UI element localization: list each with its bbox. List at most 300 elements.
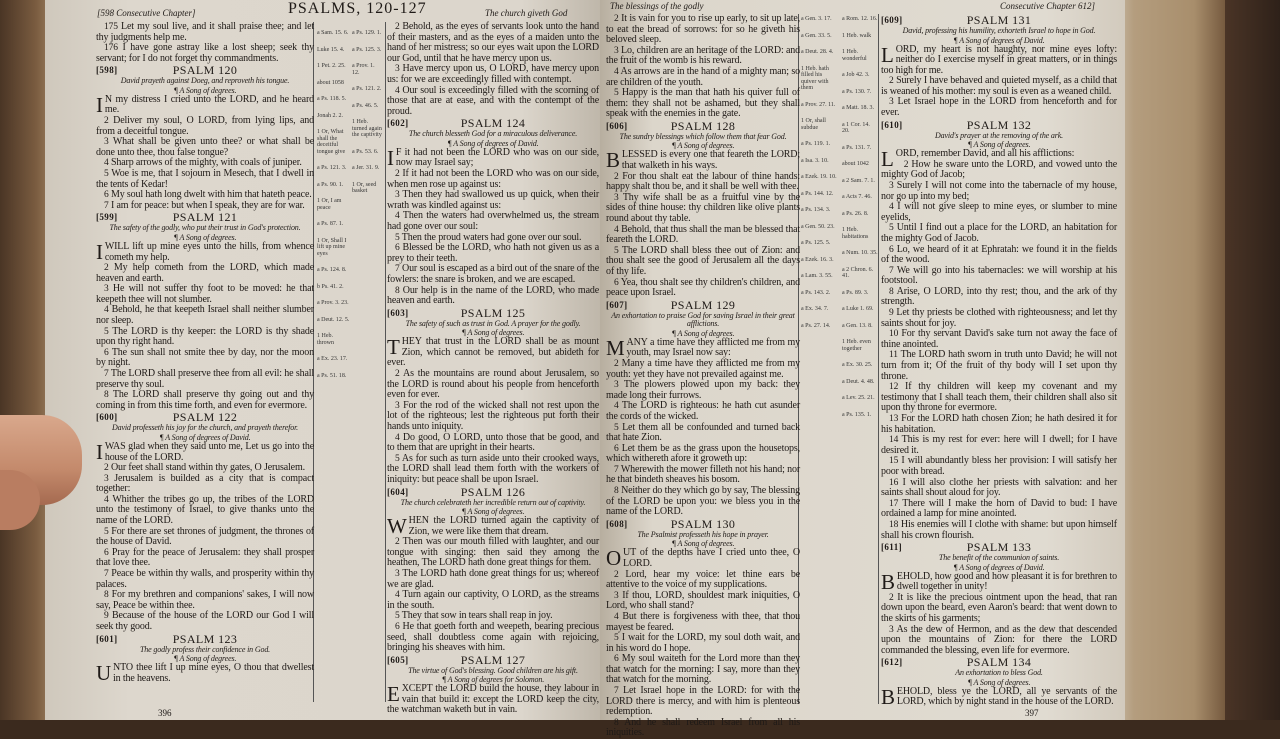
verse-number: 6	[614, 654, 619, 665]
verse	[606, 380, 800, 401]
verse-number: 5	[395, 232, 400, 243]
verse-text: The plowers plowed upon my back: they made long their furrows.	[606, 379, 801, 401]
consecutive-chapter-number: [601]	[96, 633, 118, 644]
verse-number: 5	[614, 88, 619, 99]
verse-number: 6	[889, 244, 894, 255]
margin-references-right-inner	[842, 16, 878, 702]
verse-number: 2	[614, 14, 619, 24]
verse	[96, 569, 314, 590]
verse-text: XCEPT the LORD build the house, they labour in vain that build it: except the LORD keep the city, the watchman waketh but in vain.	[387, 683, 599, 716]
margin-reference: a Gen. 13. 8.	[842, 322, 873, 329]
verse-text: Jerusalem is builded as a city that is compact together:	[96, 472, 314, 495]
verse-text: If thy children will keep my covenant and my testimony that I shall teach them, their children shall also sit upon thy throne for evermore.	[881, 381, 1118, 414]
verse	[606, 172, 800, 193]
verse-text: F it had not been the LORD who was on our side, now may Israel say;	[395, 146, 599, 169]
verse-text: I will also clothe her priests with salvation: and her saints shall shout aloud for joy.	[881, 476, 1117, 499]
verse-number: 2	[903, 159, 909, 170]
verse-text: As arrows are in the hand of a mighty man; so are children of the youth.	[606, 65, 800, 88]
verse-text: Then the waters had overwhelmed us, the stream had gone over our soul:	[387, 210, 599, 232]
verse-text: What shall be given unto thee? or what shall be done unto thee, thou false tongue?	[96, 136, 314, 158]
verse-text: Whither the tribes go up, the tribes of the LORD unto the testimony of Israel, to give thanks unto the name of the LORD.	[96, 493, 315, 527]
verse-number: 3	[889, 97, 894, 108]
verse-number: 14	[889, 435, 899, 446]
page-edges-right	[1110, 0, 1230, 720]
verse-number: 4	[614, 224, 619, 235]
verse	[387, 64, 599, 85]
margin-reference: a Ps. 46. 5.	[352, 102, 379, 109]
verse-number: 3	[395, 400, 400, 411]
verse	[881, 569, 1117, 594]
drop-capital: I	[96, 439, 103, 464]
psalm-superscription: ¶ A Song of degrees.	[967, 677, 1031, 687]
margin-reference: a Acts 7. 46.	[842, 194, 872, 200]
psalm-title: PSALM 123	[172, 631, 238, 646]
verse-number: 2	[395, 22, 400, 32]
verse	[606, 570, 800, 591]
verse	[606, 718, 800, 739]
psalm-superscription: ¶ A Song of degrees.	[967, 140, 1031, 150]
margin-reference: a Job 42. 3.	[842, 72, 870, 78]
verse	[96, 369, 314, 390]
margin-references-right	[801, 16, 837, 702]
verse	[606, 654, 800, 686]
consecutive-chapter-number: [611]	[881, 542, 902, 553]
verse-text: My help cometh from the LORD, which made heaven and earth.	[96, 262, 314, 284]
verse-text: ORD, remember David, and all his afflictions:	[895, 148, 1075, 160]
verse-text: How he sware unto the LORD, and vowed unto the mighty God of Jacob;	[881, 158, 1117, 181]
psalm-summary: The Psalmist professeth his hope in prayer.	[637, 529, 769, 539]
verse	[881, 456, 1117, 477]
verse	[96, 137, 314, 158]
verse	[96, 116, 314, 137]
margin-reference: a Ps. 87. 1.	[317, 221, 344, 227]
verse-text: Deliver my soul, O LORD, from lying lips, and from a deceitful tongue.	[96, 115, 314, 137]
margin-reference: a Prov. 3. 23.	[317, 300, 349, 306]
verse-number: 6	[104, 347, 109, 358]
verse	[96, 305, 314, 326]
verse	[387, 86, 599, 118]
right-running-head: The blessings of the godly	[610, 1, 704, 11]
margin-reference: a Isa. 3. 10.	[801, 157, 829, 164]
verse-text: Peace be within thy walls, and prosperity within thy palaces.	[96, 568, 314, 590]
margin-reference: a Ps. 143. 2.	[801, 289, 831, 296]
margin-reference: 1 Or, seed basket	[352, 181, 377, 194]
margin-reference: about 1042	[842, 161, 869, 167]
psalm-summary: The virtue of God's blessing. Good children are his gift.	[408, 665, 578, 675]
margin-reference: a Ps. 125. 3.	[352, 46, 382, 53]
verse-text: Behold, as the eyes of servants look unto the hand of their masters, and as the eyes of a maiden unto the hand of her mistress; so our eyes wait upon the LORD our God, until that he have mercy upon us.	[387, 21, 600, 64]
verse-text: For thou shalt eat the labour of thine hands: happy shalt thou be, and it shall be well with thee.	[606, 170, 800, 193]
margin-reference: 1 Heb. walk	[842, 32, 872, 39]
margin-reference: a Ex. 34. 7.	[801, 306, 829, 312]
verse	[881, 382, 1117, 414]
psalm-title: PSALM 126	[460, 484, 526, 499]
verse-text: He that goeth forth and weepeth, bearing precious seed, shall doubtless come again with rejoicing, bringing his sheaves with him.	[387, 621, 600, 654]
margin-reference: a Ps. 121. 3.	[317, 165, 347, 171]
verse	[881, 593, 1117, 625]
verse	[881, 414, 1117, 435]
psalm-heading	[606, 518, 800, 531]
verse	[96, 495, 314, 527]
psalm-heading	[881, 14, 1117, 27]
margin-reference: a Ps. 125. 5.	[801, 240, 831, 246]
verse-text: Behold, he that keepeth Israel shall neither slumber nor sleep.	[96, 304, 314, 327]
margin-reference: b Ps. 41. 2.	[317, 283, 344, 290]
verse-text: The LORD shall preserve thy going out and thy coming in from this time forth, and even for evermore.	[96, 389, 315, 411]
margin-reference: a Ezek. 16. 3.	[801, 256, 834, 263]
verse	[606, 486, 800, 518]
verse	[96, 327, 314, 348]
drop-capital: B	[606, 148, 620, 173]
verse	[387, 211, 599, 232]
margin-reference: a Gen. 3. 17.	[801, 16, 832, 22]
verse-text: The LORD hath sworn in truth unto David; he will not turn from it; Of the fruit of thy body will I set upon thy throne.	[881, 349, 1117, 382]
verse-number: 3	[889, 180, 894, 191]
psalm-title: PSALM 129	[670, 297, 736, 312]
verse-number: 3	[395, 64, 400, 75]
verse-text: ANY a time have they afflicted me from my youth, may Israel now say:	[626, 336, 800, 359]
psalm-superscription: ¶ A Song of degrees.	[671, 328, 735, 338]
verse-text: My soul hath long dwelt with him that hateth peace.	[110, 189, 312, 201]
verse-number: 4	[395, 211, 400, 222]
verse-text: The LORD shall preserve thee from all evil: he shall preserve thy soul.	[96, 368, 314, 390]
psalm-heading	[96, 64, 314, 77]
text-column-3	[606, 13, 801, 739]
verse-number: 8	[104, 390, 109, 401]
verse-number: 12	[889, 382, 899, 393]
psalm-title: PSALM 131	[966, 13, 1032, 27]
margin-reference: a Ps. 144. 12.	[801, 190, 834, 197]
verse-text: Happy is the man that hath his quiver full of them: they shall not be ashamed, but they shall speak with the enemies in the gate.	[606, 87, 800, 120]
psalm-superscription: ¶ A Song of degrees for Solomon.	[441, 675, 545, 685]
margin-reference: 1 Or, Shall I lift up mine eyes	[317, 237, 347, 257]
verse-number: 4	[104, 494, 109, 505]
psalm-superscription: ¶ A Song of degrees.	[671, 141, 735, 151]
margin-reference: a Ps. 119. 1.	[801, 141, 831, 147]
verse-number: 2	[104, 263, 109, 274]
consecutive-chapter-number: [600]	[96, 412, 118, 423]
drop-capital: L	[881, 42, 894, 67]
verse-text: EHOLD, how good and how pleasant it is for brethren to dwell together in unity!	[896, 570, 1117, 593]
verse-number: 8	[104, 590, 109, 601]
verse-text: My soul waiteth for the Lord more than they that watch for the morning: I say, more than they that watch for the morning.	[606, 653, 800, 686]
drop-capital: M	[606, 335, 625, 360]
verse	[387, 433, 599, 454]
verse-number: 3	[395, 190, 400, 201]
psalm-summary: The benefit of the communion of saints.	[938, 553, 1060, 563]
verse-text: I have gone astray like a lost sheep; seek thy servant; for I do not forget thy commandments.	[96, 42, 314, 64]
psalm-title: PSALM 122	[172, 410, 238, 425]
psalm-superscription: ¶ A Song of degrees of David.	[159, 432, 251, 442]
verse	[96, 22, 314, 43]
psalm-superscription: ¶ A Song of degrees.	[173, 232, 237, 242]
verse-number: 10	[889, 329, 899, 340]
verse	[96, 548, 314, 569]
psalm-summary: The safety of the godly, who put their trust in God's protection.	[109, 223, 301, 233]
verse-number: 3	[614, 380, 619, 391]
verse-text: Woe is me, that I sojourn in Mesech, that I dwell in the tents of Kedar!	[96, 168, 315, 190]
verse-number: 5	[395, 611, 400, 622]
verse	[606, 335, 800, 360]
psalm-summary: David professeth his joy for the church, and prayeth therefor.	[111, 423, 298, 433]
psalm-title: PSALM 127	[460, 652, 526, 667]
margin-references-left	[317, 30, 350, 700]
psalm-summary: The church blesseth God for a miraculous deliverance.	[408, 129, 578, 139]
verse-text: Many a time have they afflicted me from my youth: yet they have not prevailed against me.	[606, 357, 800, 380]
verse-number: 18	[889, 519, 899, 530]
verse-number: 2	[889, 592, 894, 603]
margin-reference: a 2 Sam. 7. 1.	[842, 177, 875, 184]
margin-reference: a Deut. 12. 5.	[317, 316, 350, 323]
margin-reference: a Ps. 90. 1.	[317, 181, 344, 188]
left-chapter-label: [598 Consecutive Chapter]	[97, 8, 196, 18]
verse-text: We will go into his tabernacles: we will worship at his footstool.	[881, 264, 1117, 287]
psalm-title: PSALM 128	[670, 118, 736, 133]
verse	[96, 611, 314, 632]
psalm-title: PSALM 130	[670, 516, 736, 531]
verse-number: 2	[395, 369, 400, 380]
verse	[96, 239, 314, 264]
verse-text: The LORD shall bless thee out of Zion: and thou shalt see the good of Jerusalem all the days of thy life.	[606, 244, 800, 277]
psalm-superscription: ¶ A Song of degrees.	[461, 328, 525, 338]
right-page-number: 397	[1025, 708, 1039, 718]
verse-text: Do good, O LORD, unto those that be good, and to them that are upright in their hearts.	[387, 431, 599, 454]
verse-number: 7	[395, 264, 400, 275]
verse-number: 3	[104, 137, 109, 148]
margin-reference: a Lam. 3. 55.	[801, 273, 833, 279]
psalm-summary: An exhortation to praise God for saving Israel in their great afflictions.	[611, 310, 795, 329]
verse	[387, 243, 599, 264]
column-rule	[878, 14, 879, 704]
verse-text: ORD, my heart is not haughty, nor mine eyes lofty: neither do I exercise myself in great matters, or in things too high for me.	[881, 43, 1117, 76]
verse-text: If it had not been the LORD who was on our side, when men rose up against us:	[387, 168, 599, 190]
verse	[606, 465, 800, 486]
page-title: PSALMS, 120-127	[288, 0, 427, 17]
margin-reference: 1 Heb. turned again the captivity	[352, 119, 382, 138]
psalm-superscription: ¶ A Song of degrees of David.	[953, 562, 1045, 572]
margin-reference: a Ps. 27. 14.	[801, 322, 831, 329]
verse-text: HEY that trust in the LORD shall be as mount Zion, which cannot be removed, but abideth for ever.	[387, 336, 599, 369]
verse-number: 16	[889, 477, 899, 488]
verse	[96, 590, 314, 611]
verse-text: HEN the LORD turned again the captivity of Zion, we were like them that dream.	[408, 515, 599, 537]
psalm-summary: The sundry blessings which follow them that fear God.	[619, 131, 787, 141]
verse-text: There will I make the horn of David to bud: I have ordained a lamp for mine anointed.	[881, 497, 1118, 520]
margin-reference: a Ps. 118. 5.	[317, 96, 347, 102]
verse-text: The sun shall not smite thee by day, nor the moon by night.	[96, 346, 314, 369]
psalm-heading	[881, 541, 1117, 554]
psalm-title: PSALM 133	[966, 540, 1032, 555]
verse-text: UT of the depths have I cried unto thee, O LORD.	[623, 547, 800, 569]
margin-reference: about 1058	[317, 79, 344, 86]
verse-text: For there are set thrones of judgment, the thrones of the house of David.	[96, 525, 314, 548]
verse	[96, 439, 314, 464]
margin-reference: a Luke 1. 69.	[842, 306, 874, 312]
verse	[881, 160, 1117, 181]
drop-capital: U	[96, 661, 112, 686]
psalm-title: PSALM 121	[172, 210, 238, 225]
verse-number: 7	[889, 265, 894, 276]
psalm-title: PSALM 125	[460, 305, 526, 320]
verse	[881, 181, 1117, 202]
verse	[387, 22, 599, 64]
verse	[881, 266, 1117, 287]
margin-reference: a 1 Cor. 14. 20.	[842, 121, 870, 134]
verse-number: 2	[889, 76, 894, 87]
verse-text: As for such as turn aside unto their crooked ways, the LORD shall lead them forth with the workers of iniquity: but peace shall be upon Israel.	[387, 452, 599, 485]
verse-number: 4	[104, 305, 109, 316]
psalm-summary: David, professing his humility, exhorteth Israel to hope in God.	[902, 26, 1096, 35]
verse-text: And he shall redeem Israel from all his iniquities.	[606, 716, 800, 739]
verse-text: I wait for the LORD, my soul doth wait, and in his word do I hope.	[606, 632, 801, 654]
margin-reference: a Prov. 27. 11.	[801, 101, 836, 108]
consecutive-chapter-number: [605]	[387, 654, 409, 665]
margin-reference: a 2 Chron. 6. 41.	[842, 266, 874, 279]
verse	[387, 337, 599, 369]
verse	[606, 633, 800, 654]
psalm-summary: David prayeth against Doeg, and reproveth his tongue.	[120, 76, 290, 86]
verse-number: 3	[614, 45, 619, 56]
margin-reference: Jonah 2. 2.	[317, 112, 343, 119]
verse-text: Let my soul live, and it shall praise thee; and let thy judgments help me.	[96, 21, 314, 43]
psalm-heading	[387, 654, 599, 667]
psalm-heading	[96, 211, 314, 224]
verse-text: Lo, children are an heritage of the LORD: and the fruit of the womb is his reward.	[606, 44, 800, 67]
verse-number: 4	[889, 202, 894, 213]
verse-number: 5	[104, 326, 109, 337]
verse-number: 3	[104, 473, 109, 484]
drop-capital: B	[881, 684, 895, 709]
verse	[387, 537, 599, 569]
verse	[387, 622, 599, 654]
margin-reference: a Ps. 135. 1.	[842, 411, 872, 418]
verse-text: Then they had swallowed us up quick, when their wrath was kindled against us:	[387, 189, 600, 211]
verse	[606, 401, 800, 422]
verse	[387, 169, 599, 190]
verse-number: 5	[614, 633, 619, 644]
margin-reference: 1 Or, What shall the deceitful tongue give	[317, 129, 346, 155]
margin-reference: a Gen. 33. 5.	[801, 32, 832, 39]
margin-reference: a Rom. 12. 16.	[842, 16, 878, 22]
verse-number: 3	[614, 192, 619, 203]
verse-text: I am for peace: but when I speak, they are for war.	[110, 199, 305, 211]
verse	[96, 348, 314, 369]
verse-text: The LORD is thy keeper: the LORD is thy shade upon thy right hand.	[96, 325, 315, 348]
verse-text: Pray for the peace of Jerusalem: they shall prosper that love thee.	[96, 546, 315, 569]
margin-reference: a Ps. 51. 18.	[317, 372, 347, 379]
drop-capital: E	[387, 682, 400, 707]
verse-text: The LORD is righteous: he hath cut asunder the cords of the wicked.	[606, 400, 800, 422]
verse-text: As the mountains are round about Jerusalem, so the LORD is round about his people from henceforth even for ever.	[387, 368, 599, 401]
verse-number: 3	[614, 590, 619, 601]
verse	[881, 520, 1117, 541]
verse-text: Let them be as the grass upon the housetops, which withereth afore it groweth up:	[606, 442, 800, 465]
margin-reference: a Deut. 28. 4.	[801, 49, 834, 55]
verse-number: 13	[889, 414, 899, 424]
verse-text: EHOLD, bless ye the LORD, all ye servants of the LORD, which by night stand in the house of the LORD.	[896, 685, 1117, 708]
psalm-heading	[606, 120, 800, 133]
verse-number: 5	[395, 453, 400, 464]
verse-text: For the rod of the wicked shall not rest upon the lot of the righteous; lest the righteous put forth their hands unto iniquity.	[387, 399, 599, 432]
verse-number: 6	[395, 243, 400, 254]
psalm-superscription: ¶ A Song of degrees of David.	[953, 35, 1045, 45]
margin-reference: a Ps. 26. 8.	[842, 210, 869, 217]
verse-number: 7	[104, 369, 109, 380]
psalm-heading	[96, 633, 314, 646]
psalm-heading	[881, 119, 1117, 132]
drop-capital: L	[881, 147, 894, 172]
margin-reference: a Ps. 121. 2.	[352, 86, 382, 92]
verse-number: 7	[104, 569, 109, 580]
verse	[881, 42, 1117, 77]
margin-reference: 1 Or, shall subdue	[801, 118, 826, 131]
verse	[96, 390, 314, 411]
verse	[387, 516, 599, 537]
verse-number: 5	[104, 526, 109, 537]
verse-number: 175	[104, 22, 118, 32]
verse-text: His enemies will I clothe with shame: but upon himself shall his crown flourish.	[881, 518, 1117, 541]
verse-text: For the LORD hath chosen Zion; he hath desired it for his habitation.	[881, 413, 1118, 435]
verse-number: 8	[889, 286, 894, 297]
verse-number: 3	[889, 624, 894, 635]
psalm-heading	[387, 117, 599, 130]
margin-reference: a Ps. 53. 6.	[352, 148, 379, 155]
verse-text: Sharp arrows of the mighty, with coals of juniper.	[110, 157, 302, 169]
psalm-superscription: ¶ A Song of degrees.	[173, 654, 237, 664]
psalm-heading	[387, 307, 599, 320]
drop-capital: I	[96, 239, 103, 264]
margin-reference: a Lev. 25. 21.	[842, 395, 875, 401]
verse	[606, 612, 800, 633]
verse-text: I will not give sleep to mine eyes, or slumber to mine eyelids,	[881, 201, 1117, 223]
verse-number: 5	[889, 223, 894, 234]
verse-number: 4	[614, 66, 619, 77]
verse-text: Let thy priests be clothed with righteousness; and let thy saints shout for joy.	[881, 307, 1117, 329]
verse-number: 4	[614, 401, 619, 412]
verse	[387, 369, 599, 401]
verse	[606, 278, 800, 299]
verse	[606, 225, 800, 246]
verse	[606, 67, 800, 88]
verse	[881, 76, 1117, 97]
psalm-superscription: ¶ A Song of degrees.	[671, 539, 735, 549]
drop-capital: I	[96, 92, 103, 117]
margin-reference: a Ps. 134. 3.	[801, 207, 831, 213]
verse-number: 8	[614, 486, 619, 497]
verse-text: Our soul is exceedingly filled with the scorning of those that are at ease, and with the contempt of the proud.	[387, 84, 600, 117]
margin-reference: a Sam. 15. 6.	[317, 30, 349, 36]
verse-text: NTO thee lift I up mine eyes, O thou that dwellest in the heavens.	[113, 662, 314, 684]
verse-text: For my brethren and companions' sakes, I will now say, Peace be within thee.	[96, 589, 314, 611]
verse	[96, 92, 314, 117]
verse-number: 7	[614, 464, 619, 475]
margin-reference: a Num. 10. 35.	[842, 250, 878, 256]
verse	[881, 478, 1117, 499]
consecutive-chapter-number: [607]	[606, 299, 628, 310]
left-running-head: The church giveth God	[485, 8, 568, 18]
verse-text: For thy servant David's sake turn not away the face of thine anointed.	[881, 328, 1117, 350]
verse-text: I will abundantly bless her provision: I will satisfy her poor with bread.	[881, 455, 1117, 477]
verse-number: 5	[104, 169, 109, 180]
psalm-heading	[96, 411, 314, 424]
consecutive-chapter-number: [609]	[881, 15, 903, 25]
drop-capital: I	[387, 145, 394, 170]
drop-capital: T	[387, 335, 400, 360]
verse-text: It is vain for you to rise up early, to sit up late, to eat the bread of sorrows: for so he giveth his beloved sleep.	[606, 13, 800, 46]
verse	[881, 350, 1117, 382]
verse-text: But there is forgiveness with thee, that thou mayest be feared.	[606, 610, 800, 633]
margin-reference: 1 Pet. 2. 25.	[317, 63, 346, 69]
